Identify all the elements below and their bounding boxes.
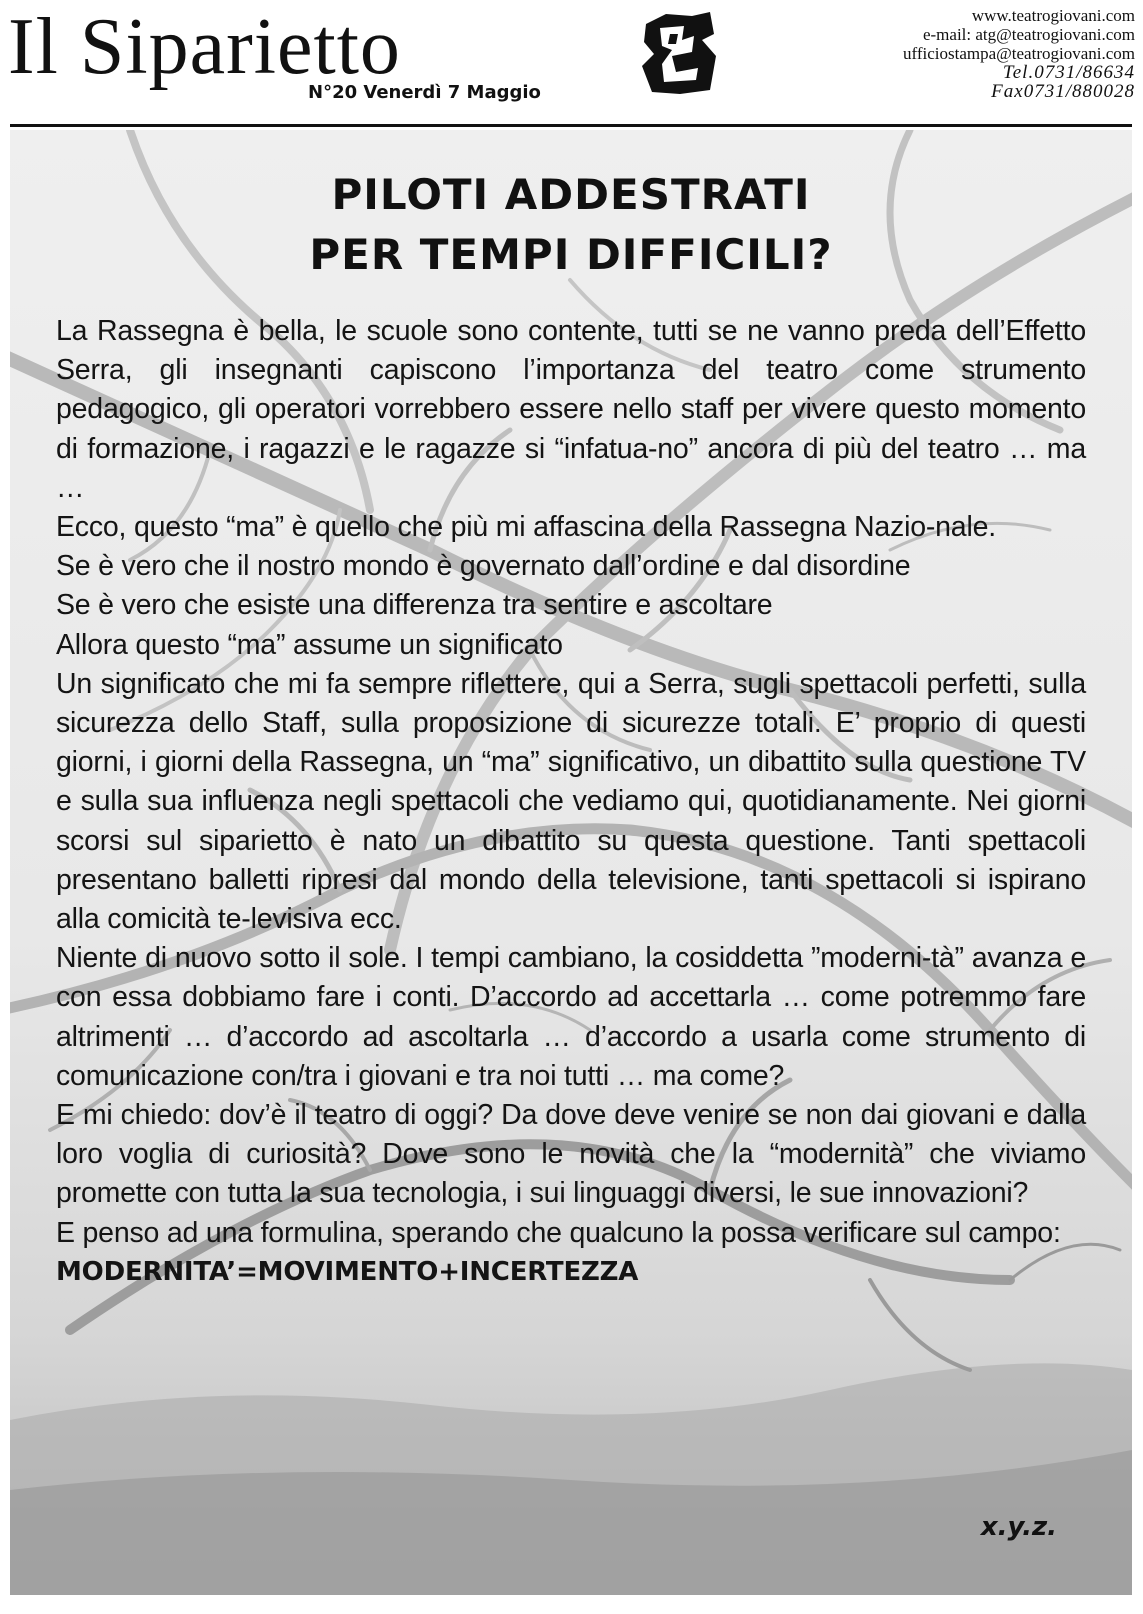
fax-number: Fax0731/880028 [991, 81, 1135, 102]
masthead [0, 0, 1143, 125]
paragraph: Niente di nuovo sotto il sole. I tempi cambiano, la cosiddetta ”moderni-tà” avanza e con essa dobbiamo fare i conti. D’accordo ad accettarla … come potremmo fare altrimenti … d’accordo ad ascoltarla … d’accordo a usarla come strumento di comunicazione con/tra i giovani e tra noi tutti … ma come? [56, 942, 1086, 1092]
paragraph: E penso ad una formulina, sperando che qualcuno la possa verificare sul campo: [56, 1216, 1061, 1249]
paragraph: Se è vero che il nostro mondo è governato dall’ordine e dal disordine [56, 550, 911, 583]
author-signature: x.y.z. [980, 1512, 1057, 1542]
header-divider [10, 124, 1132, 127]
headline-line-1: PILOTI ADDESTRATI [331, 170, 811, 219]
article-headline [10, 165, 1132, 285]
phone-number: Tel.0731/86634 [1002, 62, 1135, 83]
press-email-link[interactable]: ufficiostampa@teatrogiovani.com [902, 44, 1135, 63]
email-link[interactable]: e-mail: atg@teatrogiovani.com [922, 25, 1135, 44]
paragraph: E mi chiedo: dov’è il teatro di oggi? Da dove deve venire se non dai giovani e dalla loro voglia di curiosità? Dove sono le novità che la “modernità” che viviamo promette con tutta la sua tecnologia, i sui linguaggi diversi, le sue innovazioni? [56, 1099, 1086, 1210]
formula: MODERNITA’=MOVIMENTO+INCERTEZZA [56, 1256, 639, 1287]
article-body [56, 312, 1086, 1292]
logo-icon [632, 6, 724, 98]
paragraph: Se è vero che esiste una differenza tra sentire e ascoltare [56, 589, 773, 622]
paragraph: Ecco, questo “ma” è quello che più mi affascina della Rassegna Nazio-nale. [56, 511, 996, 544]
newspaper-title: Il Siparietto [8, 3, 401, 91]
paragraph: Un significato che mi fa sempre riflettere, qui a Serra, sugli spettacoli perfetti, sulla sicurezza dello Staff, sulla proposizione di sicurezze totali. E’ proprio di questi giorni, i giorni della Rassegna, un “ma” significativo, un dibattito sulla questione TV e sulla sua influenza negli spettacoli che vediamo qui, quotidianamente. Nei giorni scorsi sul siparietto è nato un dibattito su questa questione. Tanti spettacoli presentano balletti ripresi dal mondo della televisione, tanti spettacoli si ispirano alla comicità te-levisiva ecc. [56, 667, 1086, 936]
issue-date: N°20 Venerdì 7 Maggio [308, 82, 541, 103]
paragraph: Allora questo “ma” assume un significato [56, 628, 563, 661]
paragraph: La Rassegna è bella, le scuole sono contente, tutti se ne vanno preda dell’Effetto Serra, gli insegnanti capiscono l’importanza del teatro come strumento pedagogico, gli operatori vorrebbero essere nello staff per vivere questo momento di formazione, i ragazzi e le ragazze si “infatua-no” ancora di più del teatro … ma … [56, 315, 1086, 504]
website-link[interactable]: www.teatrogiovani.com [971, 6, 1135, 25]
contact-block [903, 6, 1135, 101]
headline-line-2: PER TEMPI DIFFICILI? [309, 230, 833, 279]
